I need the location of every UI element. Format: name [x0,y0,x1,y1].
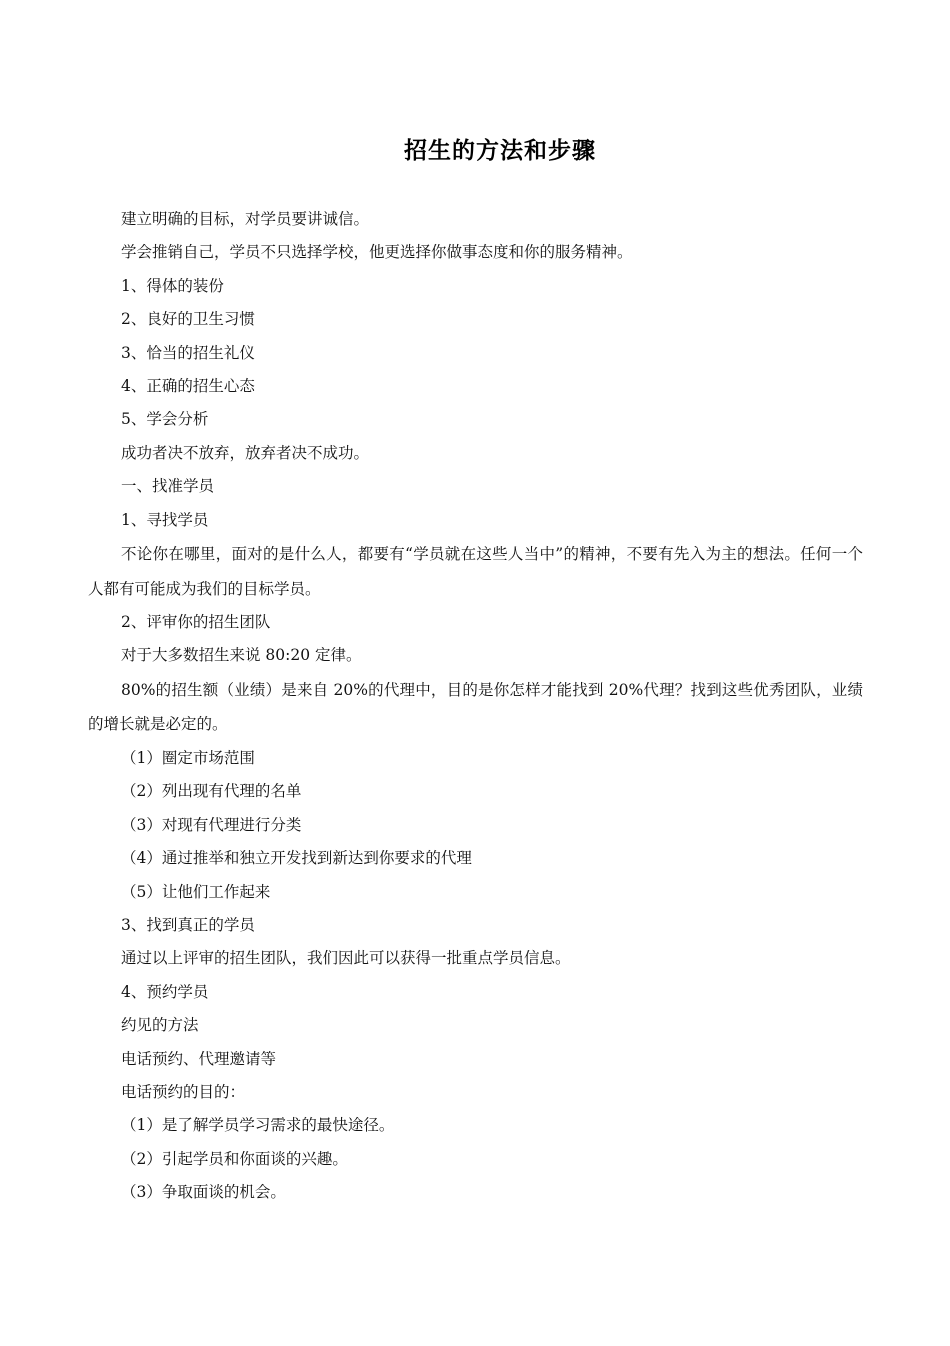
list-item: （1）是了解学员学习需求的最快途径。 [121,1116,395,1135]
paragraph: 电话预约的目的： [121,1082,246,1101]
paragraph: 对于大多数招生来说 80:20 定律。 [121,646,362,665]
paragraph: 通过以上评审的招生团队，我们因此可以获得一批重点学员信息。 [121,949,571,968]
subsection-heading: 4、预约学员 [121,982,209,1001]
paragraph: 80%的招生额（业绩）是来自 20%的代理中，目的是你怎样才能找到 20%代理？找到这些优秀团队，业绩的增长就是必定的。 [88,680,863,734]
paragraph: 成功者决不放弃，放弃者决不成功。 [121,443,370,462]
paragraph: 约见的方法 [121,1016,199,1035]
subsection-heading: 2、评审你的招生团队 [121,613,271,632]
document-body [88,203,863,1210]
subsection-heading: 1、寻找学员 [121,510,209,529]
list-item: （4）通过推举和独立开发找到新达到你要求的代理 [121,849,472,868]
list-item: 2、良好的卫生习惯 [121,310,255,329]
paragraph: 不论你在哪里，面对的是什么人，都要有“学员就在这些人当中”的精神，不要有先入为主的想法。任何一个人都有可能成为我们的目标学员。 [88,545,863,598]
section-heading: 一、找准学员 [121,477,215,496]
list-item: 5、学会分析 [121,410,209,429]
paragraph: 建立明确的目标，对学员要讲诚信。 [121,210,370,228]
list-item: 1、得体的装份 [121,276,224,295]
list-item: 4、正确的招生心态 [121,377,255,396]
list-item: （2）列出现有代理的名单 [121,782,302,801]
list-item: （2）引起学员和你面谈的兴趣。 [121,1149,348,1168]
list-item: （5）让他们工作起来 [121,882,271,901]
list-item: 3、恰当的招生礼仪 [121,343,255,362]
paragraph: 学会推销自己，学员不只选择学校，他更选择你做事态度和你的服务精神。 [121,243,633,262]
subsection-heading: 3、找到真正的学员 [121,915,255,934]
document-title: 招生的方法和步骤 [404,138,596,164]
list-item: （3）对现有代理进行分类 [121,815,302,834]
list-item: （3）争取面谈的机会。 [121,1183,286,1202]
paragraph: 电话预约、代理邀请等 [121,1049,277,1068]
list-item: （1）圈定市场范围 [121,748,255,767]
